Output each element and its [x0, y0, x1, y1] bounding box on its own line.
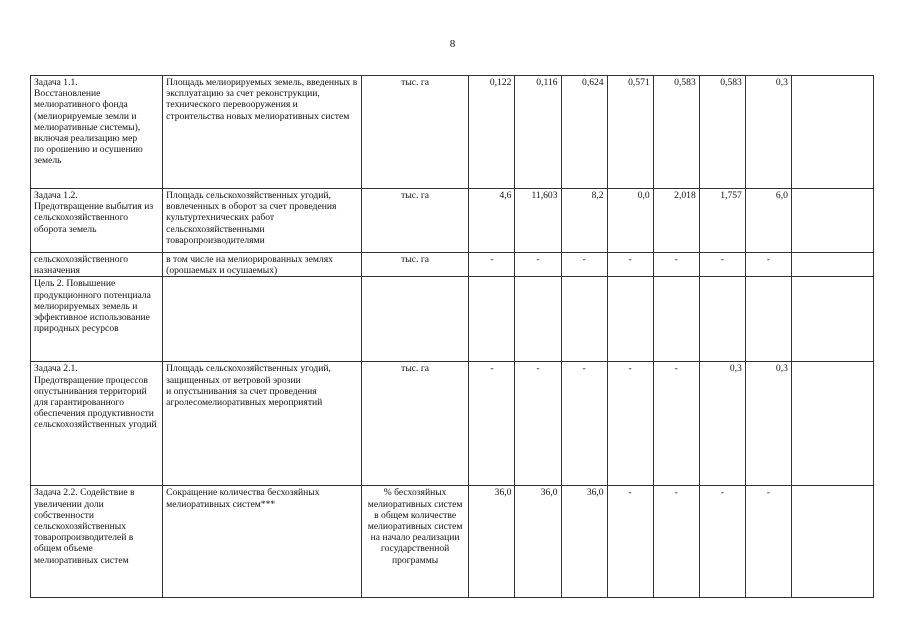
page-number: 8: [449, 38, 456, 50]
value-cell: -: [699, 486, 745, 598]
table-row: [31, 277, 874, 362]
unit-cell: тыс. га: [361, 189, 469, 253]
task-cell: сельскохозяйственного назначения: [31, 253, 163, 277]
value-cell: 0,583: [653, 76, 699, 189]
value-cell: 0,3: [745, 76, 791, 189]
empty-cell: [791, 277, 873, 362]
value-cell: -: [653, 362, 699, 486]
value-cell: -: [607, 362, 653, 486]
value-cell: 4,6: [469, 189, 515, 253]
unit-cell: [361, 277, 469, 362]
table-row: [31, 253, 874, 277]
indicator-cell: Площадь мелиорируемых земель, введенных в эксплуатацию за счет реконструкции, технического перевооружения и строительства новых мелиоративных систем: [163, 76, 362, 189]
value-cell: 0,0: [607, 189, 653, 253]
table-row: [31, 362, 874, 486]
task-cell: Задача 1.2. Предотвращение выбытия из сельскохозяйственного оборота земель: [31, 189, 163, 253]
unit-cell: тыс. га: [361, 253, 469, 277]
value-cell: -: [699, 253, 745, 277]
value-cell: [561, 277, 607, 362]
value-cell: 0,571: [607, 76, 653, 189]
empty-cell: [791, 189, 873, 253]
value-cell: [469, 277, 515, 362]
value-cell: 0,3: [699, 362, 745, 486]
value-cell: [653, 277, 699, 362]
value-cell: [745, 277, 791, 362]
value-cell: 0,624: [561, 76, 607, 189]
value-cell: -: [469, 253, 515, 277]
value-cell: 0,583: [699, 76, 745, 189]
value-cell: 6,0: [745, 189, 791, 253]
table-row: [31, 486, 874, 598]
table-body: [31, 76, 874, 598]
indicator-cell: Сокращение количества бесхозяйных мелиоративных систем***: [163, 486, 362, 598]
value-cell: -: [469, 362, 515, 486]
indicator-cell: Площадь сельскохозяйственных угодий, вовлеченных в оборот за счет проведения культуртехнических работ сельскохозяйственными товаропроизводителями: [163, 189, 362, 253]
value-cell: 36,0: [469, 486, 515, 598]
value-cell: -: [653, 253, 699, 277]
task-cell: Задача 1.1. Восстановление мелиоративного фонда (мелиорируемые земли и мелиоративные системы), включая реализацию мер по орошению и осушению земель: [31, 76, 163, 189]
value-cell: 1,757: [699, 189, 745, 253]
value-cell: -: [515, 362, 561, 486]
unit-cell: тыс. га: [361, 362, 469, 486]
value-cell: -: [607, 253, 653, 277]
task-cell: Задача 2.2. Содействие в увеличении доли собственности сельскохозяйственных товаропроизводителей в общем объеме мелиоративных систем: [31, 486, 163, 598]
indicator-cell: в том числе на мелиорированных землях (орошаемых и осушаемых): [163, 253, 362, 277]
value-cell: 11,603: [515, 189, 561, 253]
value-cell: -: [515, 253, 561, 277]
table-row: [31, 189, 874, 253]
value-cell: 0,122: [469, 76, 515, 189]
unit-cell: % бесхозяйных мелиоративных систем в общем количестве мелиоративных систем на начало реализации государственной программы: [361, 486, 469, 598]
value-cell: 8,2: [561, 189, 607, 253]
value-cell: 36,0: [515, 486, 561, 598]
table-row: [31, 76, 874, 189]
value-cell: -: [653, 486, 699, 598]
empty-cell: [791, 486, 873, 598]
value-cell: 0,3: [745, 362, 791, 486]
value-cell: -: [745, 486, 791, 598]
value-cell: [515, 277, 561, 362]
indicator-cell: Площадь сельскохозяйственных угодий, защищенных от ветровой эрозии и опустынивания за счет проведения агролесомелиоративных мероприятий: [163, 362, 362, 486]
value-cell: -: [561, 362, 607, 486]
unit-cell: тыс. га: [361, 76, 469, 189]
value-cell: 0,116: [515, 76, 561, 189]
value-cell: [607, 277, 653, 362]
task-cell: Цель 2. Повышение продукционного потенциала мелиорируемых земель и эффективное использование природных ресурсов: [31, 277, 163, 362]
empty-cell: [791, 76, 873, 189]
task-cell: Задача 2.1. Предотвращение процессов опустынивания территорий для гарантированного обеспечения продуктивности сельскохозяйственных угодий: [31, 362, 163, 486]
value-cell: -: [607, 486, 653, 598]
indicators-table: [30, 75, 874, 598]
value-cell: 36,0: [561, 486, 607, 598]
value-cell: [699, 277, 745, 362]
empty-cell: [791, 253, 873, 277]
value-cell: -: [745, 253, 791, 277]
indicator-cell: [163, 277, 362, 362]
value-cell: -: [561, 253, 607, 277]
empty-cell: [791, 362, 873, 486]
value-cell: 2,018: [653, 189, 699, 253]
